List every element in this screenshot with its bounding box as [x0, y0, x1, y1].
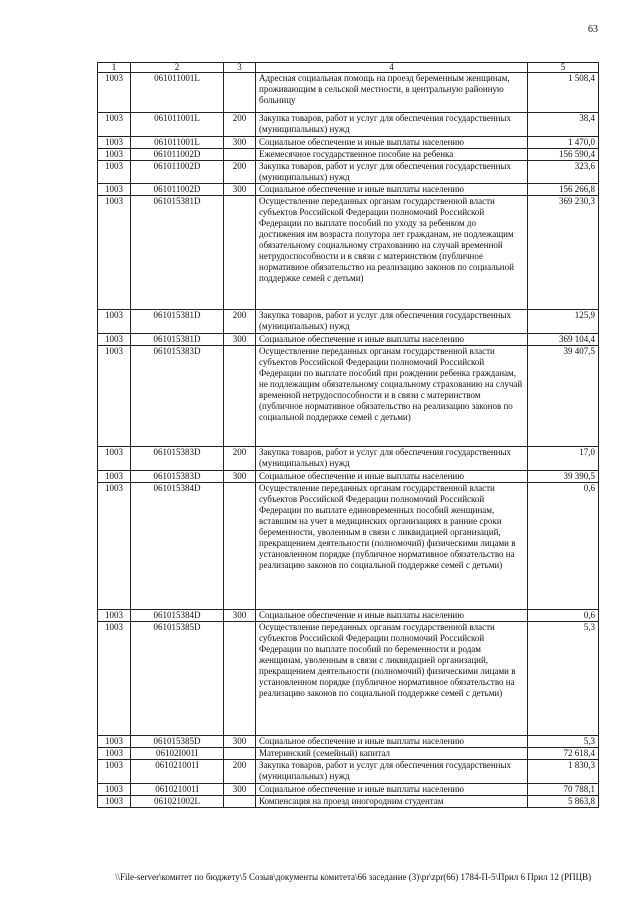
table-row — [98, 610, 599, 622]
expense-type-cell: 200 — [224, 161, 256, 184]
expense-type-cell — [224, 346, 256, 447]
amount-cell: 369 104,4 — [528, 334, 599, 346]
header-cell: 1 — [98, 63, 131, 73]
table-row — [98, 137, 599, 149]
amount-cell: 1 508,4 — [528, 73, 599, 113]
table-row — [98, 310, 599, 334]
description-cell: Осуществление переданных органам государственной власти субъектов Российской Федерации полномочий Российской Федерации по выплате пособий при рождении ребенка гражданам, не подлежащим обязательному социальному страхованию на случай временной нетрудоспособности и в связи с материнством (публичное нормативное обязательство на реализацию законов по социальной поддержке семей с детьми) — [256, 346, 528, 447]
table-row — [98, 736, 599, 748]
description-cell: Осуществление переданных органам государственной власти субъектов Российской Федерации полномочий Российской Федерации по выплате пособий по беременности и родам женщинам, уволенным в связи с ликвидацией организаций, прекращением деятельности (полномочий) физическими лицами в установленном порядке (публичное нормативное обязательство на реализацию законов по социальной поддержке семей с детьми) — [256, 622, 528, 736]
section-code-cell: 1003 — [98, 748, 131, 760]
expense-type-cell — [224, 622, 256, 736]
description-cell: Социальное обеспечение и иные выплаты населению — [256, 610, 528, 622]
expense-type-cell — [224, 196, 256, 310]
table-row — [98, 149, 599, 161]
description-cell: Адресная социальная помощь на проезд беременным женщинам, проживающим в сельской местности, в центральную районную больницу — [256, 73, 528, 113]
table-body — [98, 63, 599, 808]
target-article-cell: 061011001L — [131, 137, 224, 149]
table-header-row — [98, 63, 599, 73]
table-row — [98, 748, 599, 760]
target-article-cell: 061021001I — [131, 760, 224, 784]
expense-type-cell: 300 — [224, 334, 256, 346]
expense-type-cell: 300 — [224, 610, 256, 622]
description-cell: Социальное обеспечение и иные выплаты населению — [256, 334, 528, 346]
target-article-cell: 061011002D — [131, 149, 224, 161]
amount-cell: 5 863,8 — [528, 796, 599, 808]
amount-cell: 5,3 — [528, 622, 599, 736]
table-row — [98, 622, 599, 736]
description-cell: Компенсация на проезд иногородним студентам — [256, 796, 528, 808]
expense-type-cell: 200 — [224, 310, 256, 334]
expense-type-cell — [224, 796, 256, 808]
section-code-cell: 1003 — [98, 149, 131, 161]
section-code-cell: 1003 — [98, 184, 131, 196]
table-row — [98, 113, 599, 137]
table-row — [98, 346, 599, 447]
table-row — [98, 184, 599, 196]
section-code-cell: 1003 — [98, 447, 131, 471]
amount-cell: 0,6 — [528, 610, 599, 622]
section-code-cell: 1003 — [98, 137, 131, 149]
expense-type-cell — [224, 748, 256, 760]
section-code-cell: 1003 — [98, 113, 131, 137]
description-cell: Материнский (семейный) капитал — [256, 748, 528, 760]
description-cell: Социальное обеспечение и иные выплаты населению — [256, 784, 528, 796]
target-article-cell: 061021001I — [131, 784, 224, 796]
target-article-cell: 061015381D — [131, 196, 224, 310]
expense-type-cell: 300 — [224, 137, 256, 149]
header-cell: 5 — [528, 63, 599, 73]
description-cell: Социальное обеспечение и иные выплаты населению — [256, 137, 528, 149]
amount-cell: 323,6 — [528, 161, 599, 184]
expense-type-cell: 300 — [224, 784, 256, 796]
section-code-cell: 1003 — [98, 310, 131, 334]
amount-cell: 70 788,1 — [528, 784, 599, 796]
description-cell: Осуществление переданных органам государственной власти субъектов Российской Федерации полномочий Российской Федерации по выплате пособий по уходу за ребенком до достижения им возраста полутора лет гражданам, не подлежащим обязательному социальному страхованию на случай временной нетрудоспособности и в связи с материнством (публичное нормативное обязательство на реализацию законов по социальной поддержке семей с детьми) — [256, 196, 528, 310]
budget-table — [97, 62, 599, 808]
amount-cell: 5,3 — [528, 736, 599, 748]
table-row — [98, 334, 599, 346]
section-code-cell: 1003 — [98, 610, 131, 622]
table-row — [98, 447, 599, 471]
table-row — [98, 73, 599, 113]
target-article-cell: 061011001L — [131, 113, 224, 137]
target-article-cell: 061021002L — [131, 796, 224, 808]
target-article-cell: 061015384D — [131, 610, 224, 622]
amount-cell: 1 470,0 — [528, 137, 599, 149]
expense-type-cell — [224, 73, 256, 113]
expense-type-cell — [224, 149, 256, 161]
section-code-cell: 1003 — [98, 73, 131, 113]
expense-type-cell: 200 — [224, 113, 256, 137]
file-path-footer: \\File-server\комитет по бюджету\5 Созыв\документы комитета\66 заседание (3)\pr\zpr(66) 1784-П-5\Прил 6 Прил 12 (РПЦВ) — [115, 872, 592, 882]
target-article-cell: 061011001L — [131, 73, 224, 113]
description-cell: Социальное обеспечение и иные выплаты населению — [256, 736, 528, 748]
table-row — [98, 471, 599, 483]
section-code-cell: 1003 — [98, 796, 131, 808]
description-cell: Закупка товаров, работ и услуг для обеспечения государственных (муниципальных) нужд — [256, 310, 528, 334]
amount-cell: 156 266,8 — [528, 184, 599, 196]
description-cell: Закупка товаров, работ и услуг для обеспечения государственных (муниципальных) нужд — [256, 447, 528, 471]
amount-cell: 72 618,4 — [528, 748, 599, 760]
expense-type-cell: 300 — [224, 736, 256, 748]
description-cell: Осуществление переданных органам государственной власти субъектов Российской Федерации полномочий Российской Федерации по выплате единовременных пособий женщинам, вставшим на учет в медицинских организациях в ранние сроки беременности, уволенным в связи с ликвидацией организаций, прекращением деятельности (полномочий) физическими лицами в установленном порядке (публичное нормативное обязательство на реализацию законов по социальной поддержке семей с детьми) — [256, 483, 528, 610]
header-cell: 3 — [224, 63, 256, 73]
amount-cell: 125,9 — [528, 310, 599, 334]
amount-cell: 0,6 — [528, 483, 599, 610]
description-cell: Ежемесячное государственное пособие на ребенка — [256, 149, 528, 161]
expense-type-cell — [224, 483, 256, 610]
section-code-cell: 1003 — [98, 760, 131, 784]
section-code-cell: 1003 — [98, 346, 131, 447]
target-article-cell: 061015384D — [131, 483, 224, 610]
section-code-cell: 1003 — [98, 161, 131, 184]
header-cell: 2 — [131, 63, 224, 73]
section-code-cell: 1003 — [98, 784, 131, 796]
section-code-cell: 1003 — [98, 736, 131, 748]
description-cell: Закупка товаров, работ и услуг для обеспечения государственных (муниципальных) нужд — [256, 161, 528, 184]
target-article-cell: 061011002D — [131, 184, 224, 196]
section-code-cell: 1003 — [98, 483, 131, 610]
amount-cell: 39 390,5 — [528, 471, 599, 483]
description-cell: Закупка товаров, работ и услуг для обеспечения государственных (муниципальных) нужд — [256, 760, 528, 784]
section-code-cell: 1003 — [98, 622, 131, 736]
target-article-cell: 061015381D — [131, 334, 224, 346]
target-article-cell: 061015385D — [131, 736, 224, 748]
amount-cell: 1 830,3 — [528, 760, 599, 784]
table-row — [98, 196, 599, 310]
target-article-cell: 061015383D — [131, 471, 224, 483]
target-article-cell: 061011002D — [131, 161, 224, 184]
amount-cell: 369 230,3 — [528, 196, 599, 310]
table-row — [98, 796, 599, 808]
description-cell: Социальное обеспечение и иные выплаты населению — [256, 184, 528, 196]
description-cell: Социальное обеспечение и иные выплаты населению — [256, 471, 528, 483]
target-article-cell: 06102I001I — [131, 748, 224, 760]
section-code-cell: 1003 — [98, 334, 131, 346]
table-row — [98, 784, 599, 796]
expense-type-cell: 200 — [224, 447, 256, 471]
page-number: 63 — [588, 24, 598, 35]
target-article-cell: 061015381D — [131, 310, 224, 334]
amount-cell: 17,0 — [528, 447, 599, 471]
expense-type-cell: 200 — [224, 760, 256, 784]
header-cell: 4 — [256, 63, 528, 73]
target-article-cell: 061015383D — [131, 346, 224, 447]
description-cell: Закупка товаров, работ и услуг для обеспечения государственных (муниципальных) нужд — [256, 113, 528, 137]
amount-cell: 38,4 — [528, 113, 599, 137]
target-article-cell: 061015383D — [131, 447, 224, 471]
amount-cell: 39 407,5 — [528, 346, 599, 447]
table-row — [98, 483, 599, 610]
amount-cell: 156 590,4 — [528, 149, 599, 161]
table-row — [98, 760, 599, 784]
section-code-cell: 1003 — [98, 471, 131, 483]
table-row — [98, 161, 599, 184]
target-article-cell: 061015385D — [131, 622, 224, 736]
expense-type-cell: 300 — [224, 471, 256, 483]
section-code-cell: 1003 — [98, 196, 131, 310]
expense-type-cell: 300 — [224, 184, 256, 196]
